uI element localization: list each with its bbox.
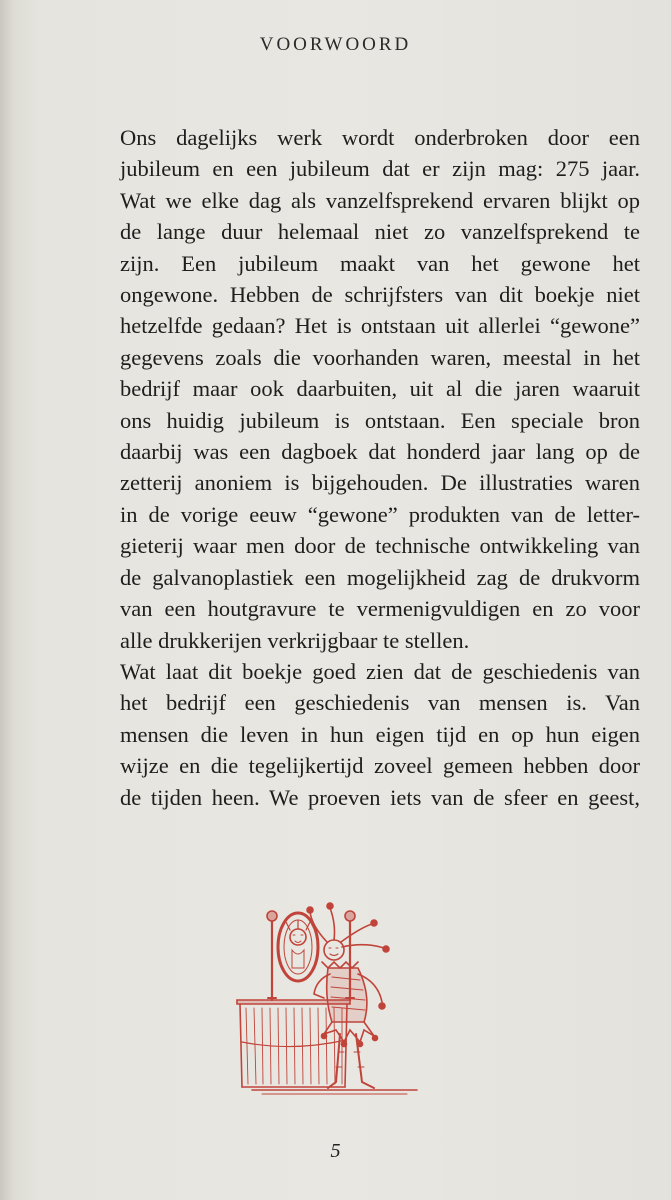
text-line: wijze en die tegelijkertijd zoveel gemeen hebben door (120, 753, 640, 779)
text-line: Ons dagelijks werk wordt onderbroken door een (120, 125, 640, 150)
page-heading: VOORWOORD (259, 34, 412, 55)
text-line: ongewone. Hebben de schrijfsters van dit boekje niet (120, 282, 640, 308)
text-line: zijn. Een jubileum maakt van het gewone het (120, 250, 640, 276)
text-line: zetterij anoniem is bijgehouden. De illustraties waren (120, 470, 640, 496)
jester-at-mirror-engraving-icon (232, 902, 432, 1102)
text-line: gegevens zoals die voorhanden waren, meestal in het (120, 344, 640, 370)
text-line: het bedrijf een geschiedenis van mensen is. Van (120, 690, 640, 716)
text-line: hetzelfde gedaan? Het is ontstaan uit allerlei “gewone” (120, 313, 640, 339)
text-line: in de vorige eeuw “gewone” produkten van de letter- (120, 501, 640, 527)
foreword-text (120, 122, 640, 813)
text-line: de lange duur helemaal niet zo vanzelfsprekend te (120, 219, 640, 245)
text-line: gieterij waar men door de technische ontwikkeling van (120, 533, 640, 559)
text-line: bedrijf maar ook daarbuiten, uit al die jaren waaruit (120, 376, 640, 402)
text-line: Wat laat dit boekje goed zien dat de geschiedenis van (120, 658, 640, 684)
text-line: de galvanoplastiek een mogelijkheid zag de drukvorm (120, 564, 640, 590)
text-line: alle drukkerijen verkrijgbaar te stellen. (120, 627, 470, 653)
text-line: de tijden heen. We proeven iets van de sfeer en geest, (120, 784, 640, 810)
page-number: 5 (330, 1140, 341, 1162)
text-line: Wat we elke dag als vanzelfsprekend ervaren blijkt op (120, 187, 640, 213)
text-line: mensen die leven in hun eigen tijd en op hun eigen (120, 721, 640, 747)
text-line: ons huidig jubileum is ontstaan. Een speciale bron (120, 407, 640, 433)
text-line: jubileum en een jubileum dat er zijn mag: 275 jaar. (120, 156, 640, 182)
text-line: daarbij was een dagboek dat honderd jaar lang op de (120, 439, 640, 465)
text-line: van een houtgravure te vermenigvuldigen en zo voor (120, 596, 640, 622)
